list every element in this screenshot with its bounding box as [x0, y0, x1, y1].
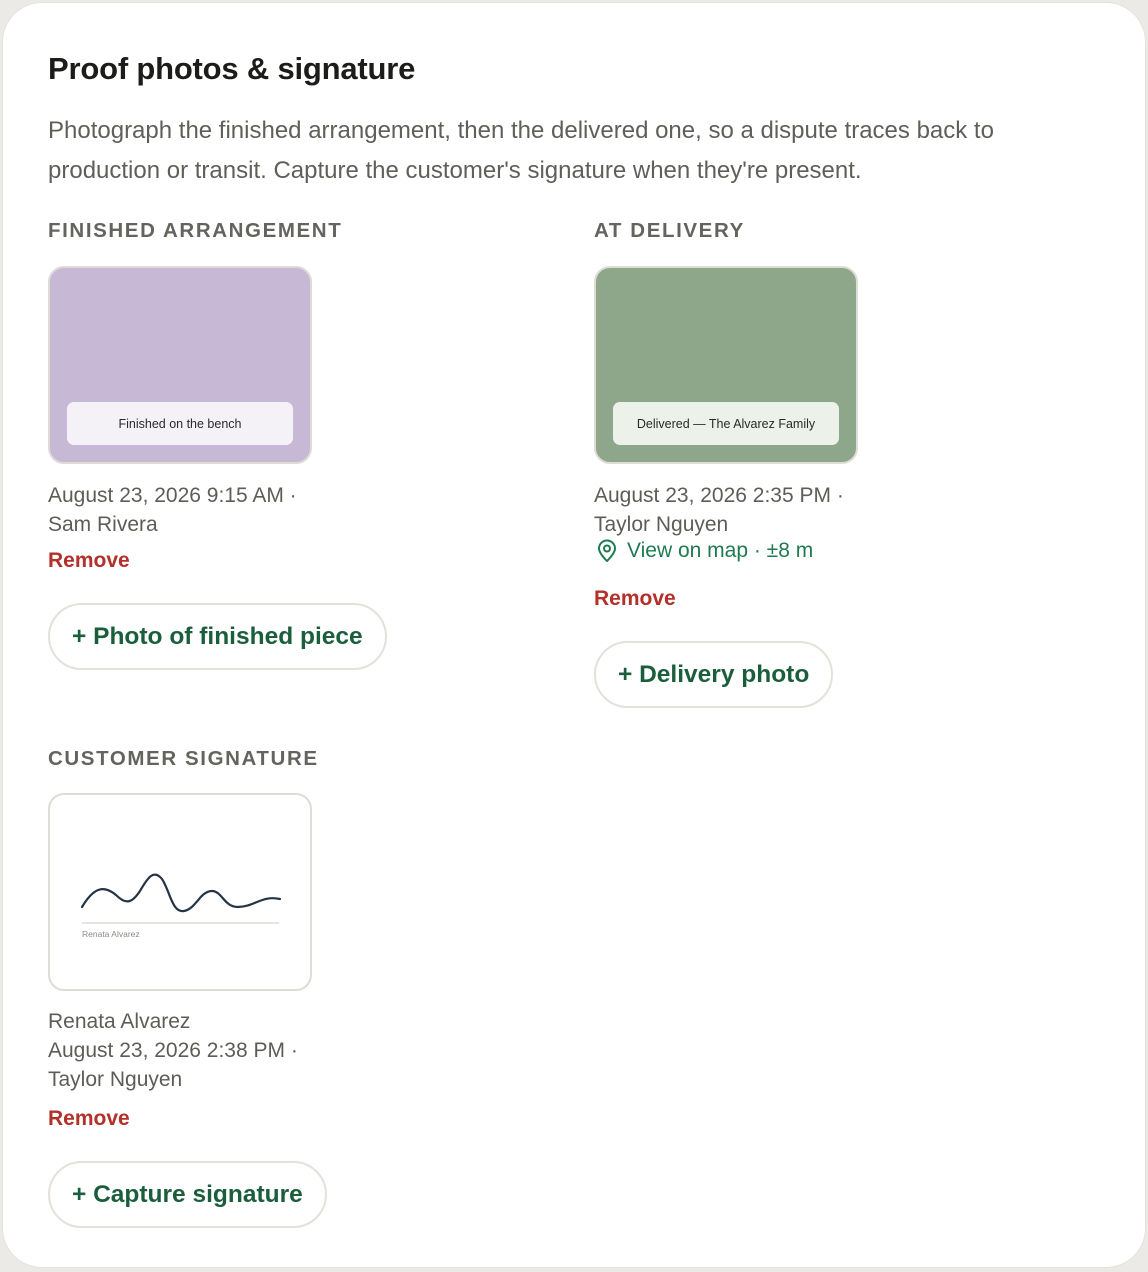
delivery-photo[interactable] [594, 266, 858, 464]
view-on-map-label: View on map · ±8 m [627, 539, 814, 562]
add-delivery-photo-button[interactable]: + Delivery photo [594, 641, 833, 708]
map-pin-icon [596, 539, 618, 563]
signature-preview[interactable] [48, 793, 312, 991]
signature-timestamp: August 23, 2026 2:38 PM · [48, 1039, 298, 1062]
delivery-photo-meta [594, 481, 844, 539]
panel-title: Proof photos & signature [48, 51, 416, 86]
remove-delivery-photo-link[interactable]: Remove [594, 587, 676, 610]
remove-signature-link[interactable]: Remove [48, 1107, 130, 1130]
finished-section-label: FINISHED ARRANGEMENT [48, 219, 343, 242]
signature-signer-caption: Renata Alvarez [82, 929, 140, 939]
view-on-map-link[interactable] [596, 539, 813, 563]
add-finished-photo-button[interactable]: + Photo of finished piece [48, 603, 387, 670]
delivery-timestamp: August 23, 2026 2:35 PM · [594, 484, 844, 507]
delivery-photo-caption: Delivered — The Alvarez Family [613, 402, 839, 445]
signature-stroke [50, 795, 314, 993]
signature-section-label: CUSTOMER SIGNATURE [48, 747, 319, 770]
finished-author: Sam Rivera [48, 513, 158, 536]
signer-name: Renata Alvarez [48, 1010, 191, 1033]
finished-photo-caption: Finished on the bench [67, 402, 293, 445]
delivery-section-label: AT DELIVERY [594, 219, 745, 242]
proof-panel [2, 2, 1146, 1268]
signature-captured-by: Taylor Nguyen [48, 1068, 183, 1091]
delivery-author: Taylor Nguyen [594, 513, 729, 536]
finished-photo[interactable] [48, 266, 312, 464]
panel-intro: Photograph the finished arrangement, then the delivered one, so a dispute traces back to production or transit. Capture the customer's signature when they're present. [48, 117, 994, 184]
signature-meta [48, 1007, 298, 1094]
capture-signature-button[interactable]: + Capture signature [48, 1161, 327, 1228]
finished-photo-meta [48, 481, 297, 539]
finished-timestamp: August 23, 2026 9:15 AM · [48, 484, 297, 507]
remove-finished-photo-link[interactable]: Remove [48, 549, 130, 572]
